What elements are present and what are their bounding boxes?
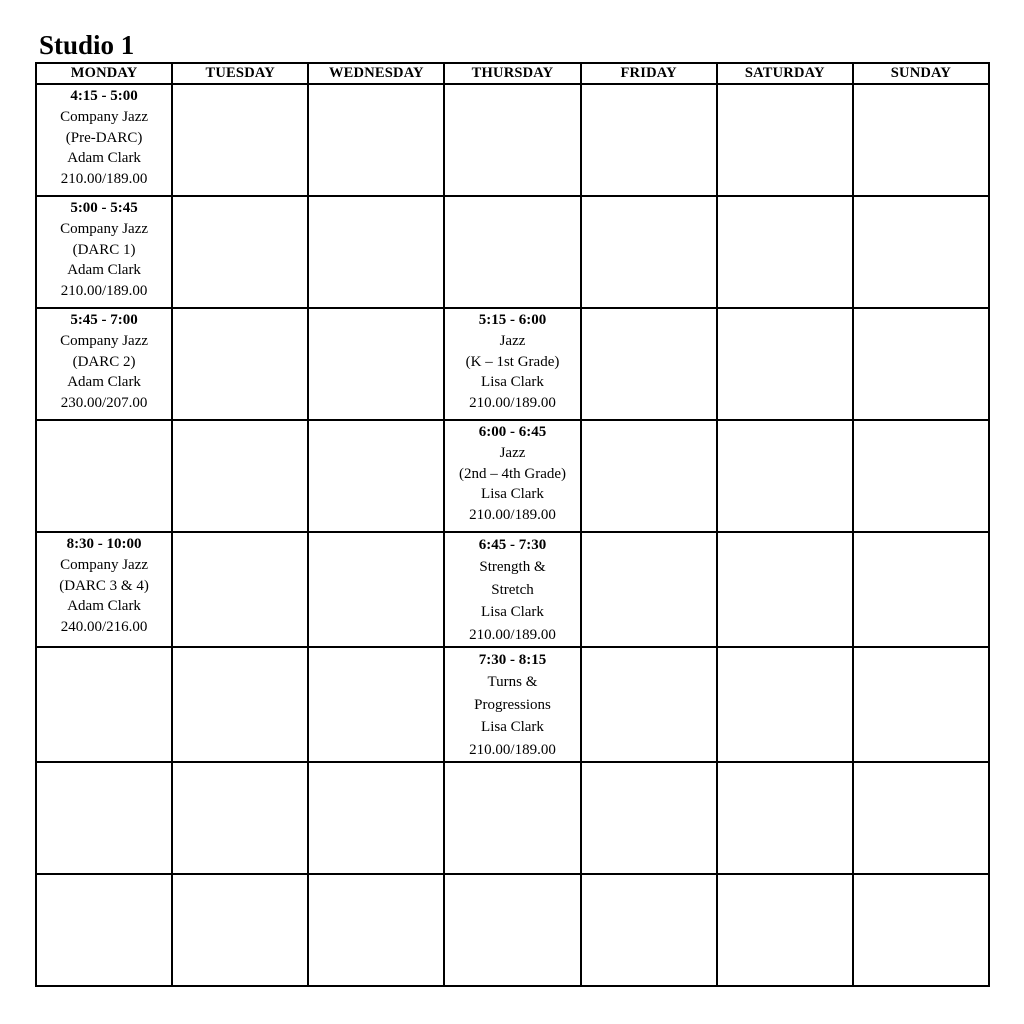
- schedule-cell-saturday: [717, 874, 853, 986]
- class-name: Company Jazz: [60, 556, 149, 573]
- day-header-tuesday: TUESDAY: [172, 63, 308, 84]
- schedule-cell-wednesday: [308, 420, 444, 532]
- instructor: Lisa Clark: [481, 486, 544, 503]
- class-group: Stretch: [491, 581, 534, 598]
- schedule-cell-monday: [36, 196, 172, 308]
- schedule-cell-thursday: [444, 647, 580, 762]
- schedule-cell-thursday: [444, 84, 580, 196]
- class-price: 210.00/189.00: [469, 507, 556, 524]
- class-time: 4:15 - 5:00: [70, 88, 138, 104]
- schedule-cell-saturday: [717, 196, 853, 308]
- class-group: (Pre-DARC): [65, 129, 143, 146]
- schedule-row: [36, 84, 989, 196]
- schedule-cell-sunday: [853, 647, 989, 762]
- schedule-cell-friday: [581, 84, 717, 196]
- schedule-cell-monday: [36, 84, 172, 196]
- instructor: Adam Clark: [67, 374, 141, 391]
- schedule-cell-sunday: [853, 84, 989, 196]
- schedule-cell-tuesday: [172, 762, 308, 874]
- schedule-cell-monday: [36, 874, 172, 986]
- schedule-row: [36, 196, 989, 308]
- class-group: (DARC 1): [72, 241, 136, 258]
- instructor: Adam Clark: [67, 598, 141, 615]
- class-group: Progressions: [474, 696, 551, 713]
- schedule-cell-tuesday: [172, 308, 308, 420]
- schedule-cell-saturday: [717, 420, 853, 532]
- schedule-cell-wednesday: [308, 84, 444, 196]
- class-entry: [37, 309, 171, 414]
- class-price: 240.00/216.00: [60, 619, 148, 636]
- class-entry: [37, 197, 171, 302]
- schedule-cell-thursday: [444, 762, 580, 874]
- class-entry: [445, 421, 579, 526]
- day-header-thursday: THURSDAY: [444, 63, 580, 84]
- schedule-cell-friday: [581, 762, 717, 874]
- schedule-cell-friday: [581, 874, 717, 986]
- schedule-cell-tuesday: [172, 532, 308, 647]
- instructor: Lisa Clark: [481, 604, 544, 621]
- class-price: 210.00/189.00: [60, 171, 148, 188]
- class-entry: [37, 533, 171, 638]
- day-header-friday: FRIDAY: [581, 63, 717, 84]
- class-group: (K – 1st Grade): [465, 353, 560, 370]
- class-group: (DARC 3 & 4): [59, 577, 149, 594]
- schedule-cell-thursday: [444, 308, 580, 420]
- schedule-cell-wednesday: [308, 196, 444, 308]
- day-header-wednesday: WEDNESDAY: [308, 63, 444, 84]
- schedule-cell-saturday: [717, 308, 853, 420]
- schedule-row: [36, 762, 989, 874]
- class-time: 8:30 - 10:00: [66, 536, 142, 552]
- instructor: Adam Clark: [67, 262, 141, 279]
- page-title: Studio 1: [39, 30, 135, 60]
- class-time: 5:15 - 6:00: [478, 312, 547, 328]
- class-name: Jazz: [499, 332, 526, 349]
- schedule-row: [36, 874, 989, 986]
- schedule-cell-sunday: [853, 308, 989, 420]
- class-name: Strength &: [479, 559, 546, 576]
- schedule-cell-wednesday: [308, 762, 444, 874]
- instructor: Lisa Clark: [481, 719, 544, 736]
- schedule-cell-friday: [581, 647, 717, 762]
- class-entry: [37, 85, 171, 190]
- schedule-body: [36, 84, 989, 986]
- class-name: Company Jazz: [60, 332, 149, 349]
- schedule-cell-friday: [581, 196, 717, 308]
- schedule-cell-tuesday: [172, 647, 308, 762]
- day-header-sunday: SUNDAY: [853, 63, 989, 84]
- schedule-cell-friday: [581, 420, 717, 532]
- schedule-cell-sunday: [853, 762, 989, 874]
- class-entry: [445, 648, 579, 761]
- instructor: Adam Clark: [67, 150, 141, 167]
- class-name: Company Jazz: [60, 220, 149, 237]
- schedule-cell-sunday: [853, 874, 989, 986]
- schedule-cell-wednesday: [308, 532, 444, 647]
- schedule-cell-tuesday: [172, 84, 308, 196]
- schedule-cell-monday: [36, 420, 172, 532]
- schedule-cell-tuesday: [172, 196, 308, 308]
- class-time: 6:00 - 6:45: [478, 424, 547, 440]
- day-header-saturday: SATURDAY: [717, 63, 853, 84]
- class-group: (DARC 2): [72, 353, 136, 370]
- class-name: Turns &: [487, 674, 538, 691]
- class-time: 5:45 - 7:00: [70, 312, 138, 328]
- class-group: (2nd – 4th Grade): [458, 465, 567, 482]
- class-entry: [445, 309, 579, 414]
- schedule-cell-saturday: [717, 84, 853, 196]
- class-price: 210.00/189.00: [469, 395, 556, 412]
- schedule-table: [35, 62, 990, 987]
- schedule-cell-thursday: [444, 420, 580, 532]
- schedule-cell-friday: [581, 308, 717, 420]
- schedule-cell-thursday: [444, 196, 580, 308]
- class-price: 230.00/207.00: [60, 395, 148, 412]
- schedule-cell-wednesday: [308, 308, 444, 420]
- schedule-cell-tuesday: [172, 874, 308, 986]
- class-price: 210.00/189.00: [60, 283, 148, 300]
- class-time: 5:00 - 5:45: [70, 200, 138, 216]
- instructor: Lisa Clark: [481, 374, 544, 391]
- class-name: Company Jazz: [60, 108, 149, 125]
- class-name: Jazz: [499, 444, 526, 461]
- schedule-row: [36, 532, 989, 647]
- schedule-cell-sunday: [853, 420, 989, 532]
- schedule-cell-wednesday: [308, 874, 444, 986]
- schedule-cell-monday: [36, 308, 172, 420]
- schedule-cell-friday: [581, 532, 717, 647]
- schedule-cell-thursday: [444, 532, 580, 647]
- schedule-cell-sunday: [853, 532, 989, 647]
- class-time: 6:45 - 7:30: [478, 537, 547, 553]
- schedule-row: [36, 647, 989, 762]
- class-price: 210.00/189.00: [469, 626, 556, 643]
- schedule-cell-saturday: [717, 762, 853, 874]
- schedule-row: [36, 308, 989, 420]
- day-header-row: [36, 63, 989, 84]
- schedule-cell-wednesday: [308, 647, 444, 762]
- schedule-cell-thursday: [444, 874, 580, 986]
- schedule-cell-sunday: [853, 196, 989, 308]
- schedule-cell-saturday: [717, 532, 853, 647]
- schedule-cell-tuesday: [172, 420, 308, 532]
- day-header-monday: MONDAY: [36, 63, 172, 84]
- class-time: 7:30 - 8:15: [478, 652, 547, 669]
- schedule-cell-saturday: [717, 647, 853, 762]
- schedule-cell-monday: [36, 532, 172, 647]
- schedule-row: [36, 420, 989, 532]
- class-price: 210.00/189.00: [469, 741, 556, 758]
- schedule-cell-monday: [36, 762, 172, 874]
- class-entry: [445, 533, 579, 646]
- schedule-cell-monday: [36, 647, 172, 762]
